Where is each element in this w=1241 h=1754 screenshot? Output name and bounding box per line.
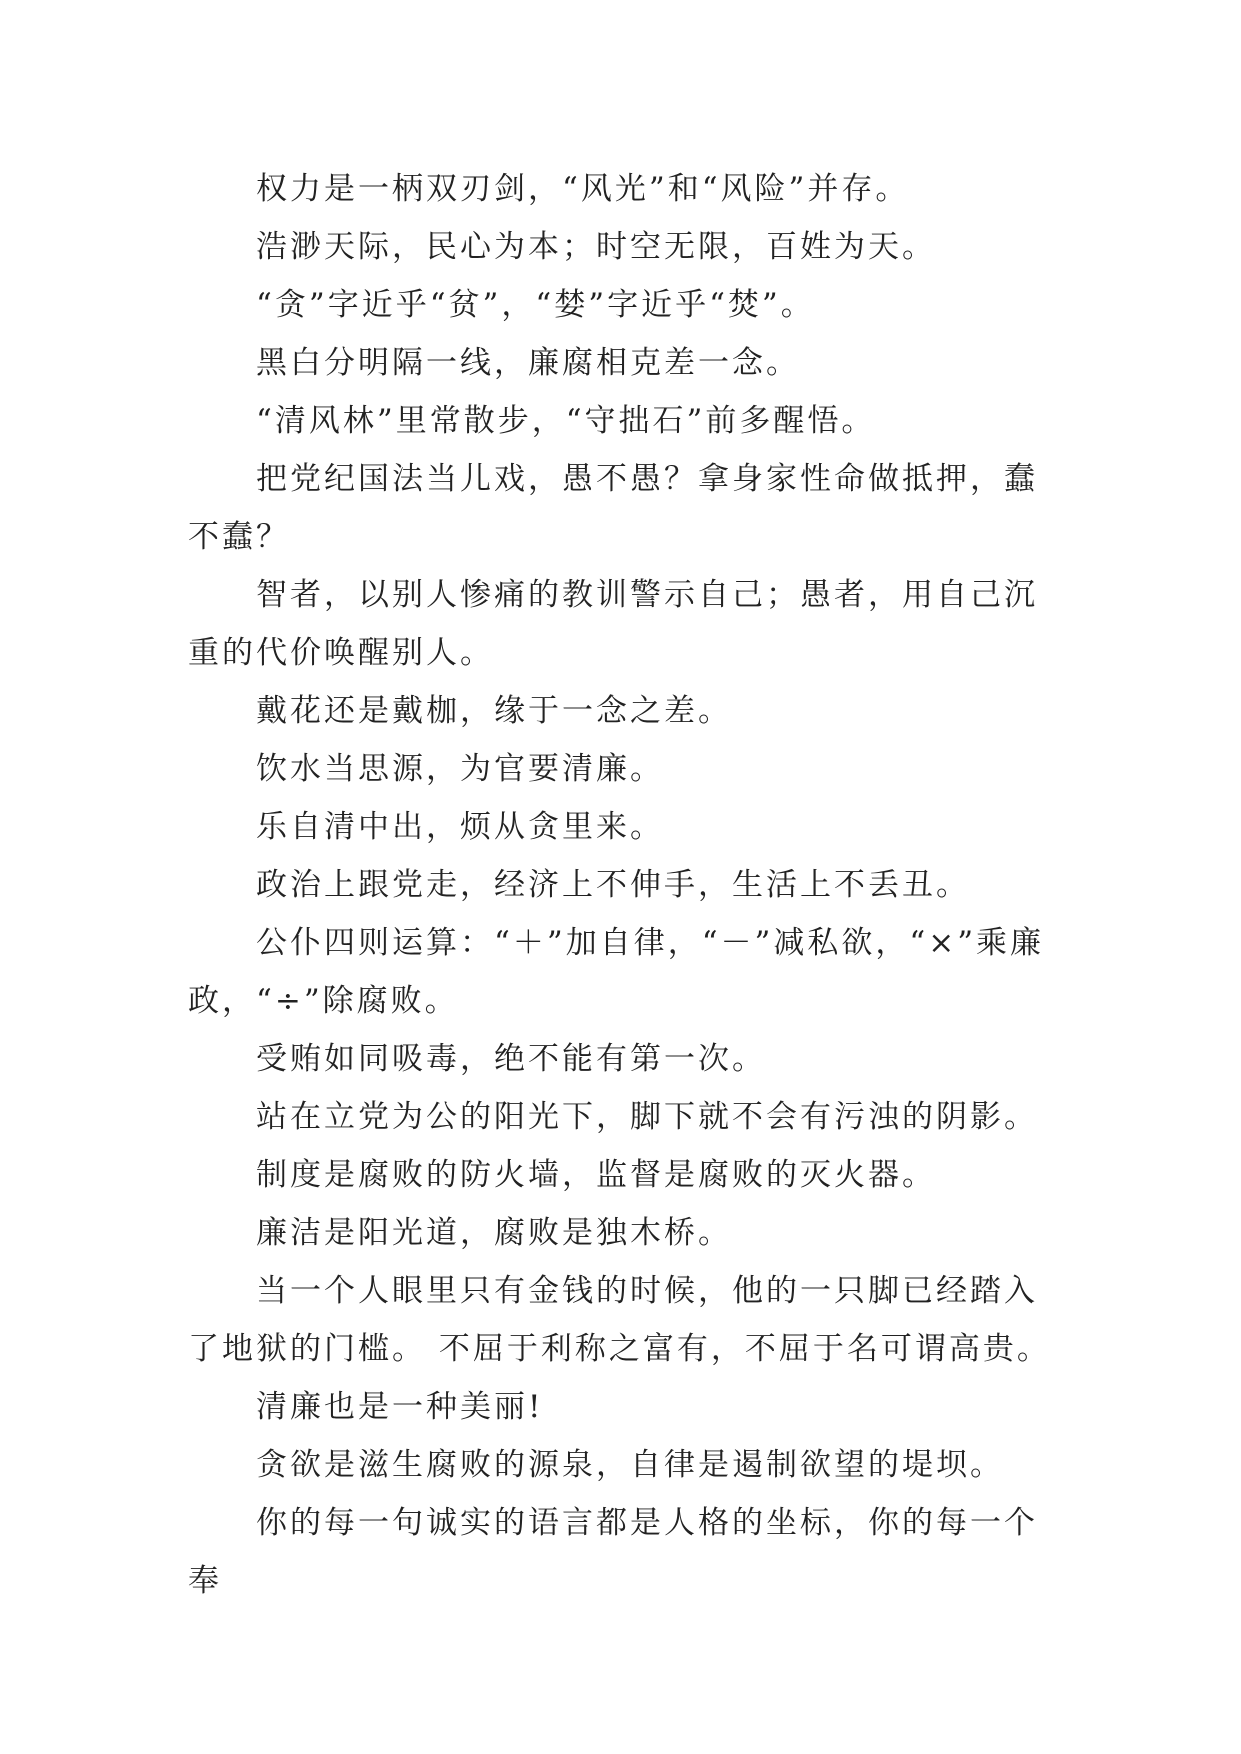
paragraph: 廉洁是阳光道，腐败是独木桥。	[256, 1215, 732, 1251]
paragraph: 权力是一柄双刃剑，“风光”和“风险”并存。	[256, 171, 910, 207]
paragraph: 黑白分明隔一线，廉腐相克差一念。	[256, 345, 800, 381]
paragraph: 公仆四则运算：“＋”加自律，“－”减私欲，“×”乘廉政，“÷”除腐败。	[188, 925, 1045, 1019]
paragraph: 站在立党为公的阳光下，脚下就不会有污浊的阴影。	[256, 1099, 1038, 1135]
paragraph: 当一个人眼里只有金钱的时候，他的一只脚已经踏入了地狱的门槛。 不屈于利称之富有，不屈于名可谓高贵。	[188, 1273, 1051, 1367]
paragraph: 贪欲是滋生腐败的源泉，自律是遏制欲望的堤坝。	[256, 1447, 1004, 1483]
paragraph: “清风林”里常散步，“守拙石”前多醒悟。	[256, 403, 876, 439]
paragraph: 饮水当思源，为官要清廉。	[256, 751, 664, 787]
paragraph: 政治上跟党走，经济上不伸手，生活上不丢丑。	[256, 867, 970, 903]
paragraph: 清廉也是一种美丽!	[256, 1389, 544, 1425]
paragraph: 把党纪国法当儿戏，愚不愚？拿身家性命做抵押，蠢不蠢？	[188, 461, 1038, 555]
paragraph: 浩渺天际，民心为本；时空无限，百姓为天。	[256, 229, 936, 265]
paragraph: “贪”字近乎“贫”，“婪”字近乎“焚”。	[256, 287, 815, 323]
document-body	[188, 160, 1058, 1610]
paragraph: 受贿如同吸毒，绝不能有第一次。	[256, 1041, 766, 1077]
paragraph: 智者，以别人惨痛的教训警示自己；愚者，用自己沉重的代价唤醒别人。	[188, 577, 1038, 671]
paragraph: 戴花还是戴枷，缘于一念之差。	[256, 693, 732, 729]
paragraph: 乐自清中出，烦从贪里来。	[256, 809, 664, 845]
paragraph: 你的每一句诚实的语言都是人格的坐标，你的每一个奉	[188, 1505, 1038, 1599]
paragraph: 制度是腐败的防火墙，监督是腐败的灭火器。	[256, 1157, 936, 1193]
